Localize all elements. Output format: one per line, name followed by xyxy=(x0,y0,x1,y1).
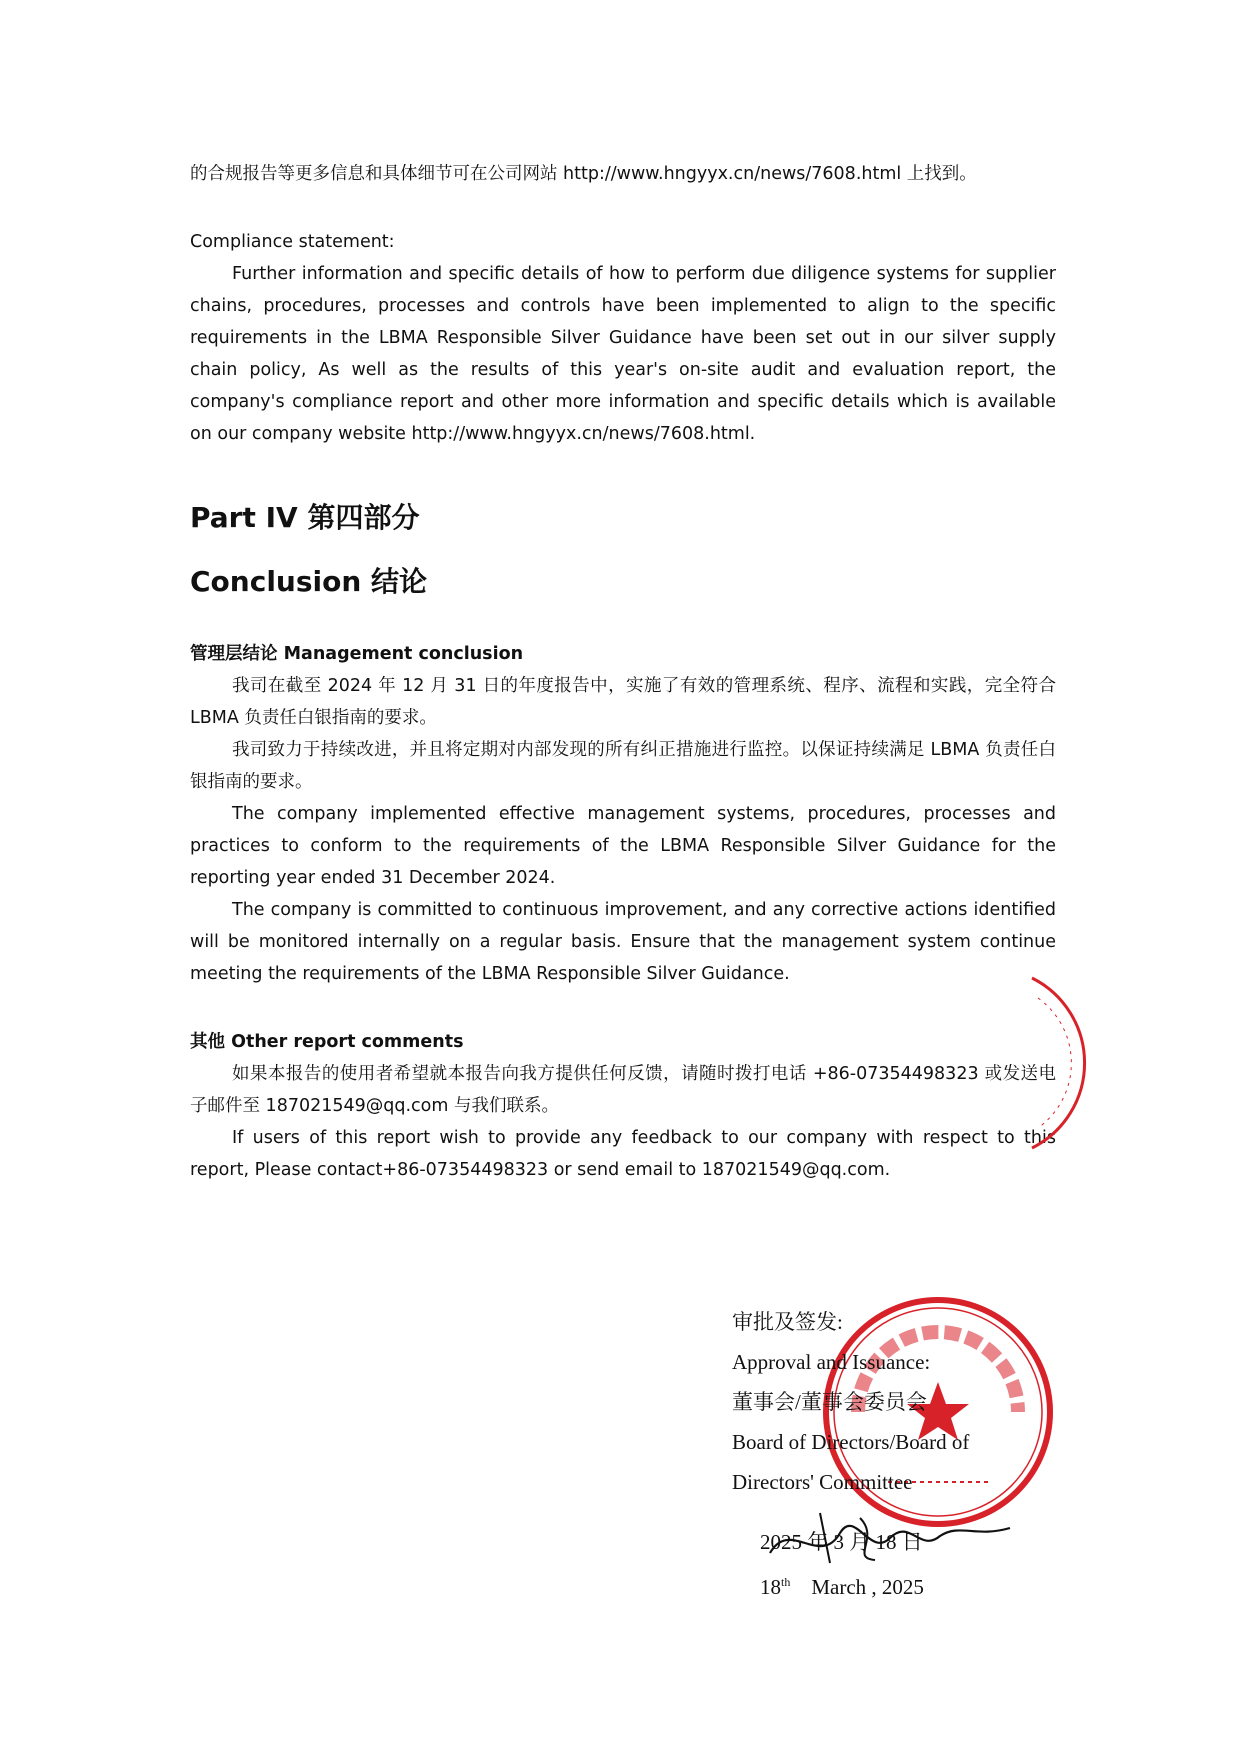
management-en-paragraph-2: The company is committed to continuous improvement, and any corrective actions identified will be monitored internally on a regular basis. Ensure that the management system continue meeting the requirements of the LBMA Responsible Silver Guidance. xyxy=(190,900,1056,984)
other-comments-zh: 如果本报告的使用者希望就本报告向我方提供任何反馈，请随时拨打电话 +86-07354498323 或发送电子邮件至 187021549@qq.com 与我们联系。 xyxy=(190,1064,1056,1116)
date-zh: 2025 年 3 月 18 日 xyxy=(760,1530,923,1554)
handwritten-signature xyxy=(760,1498,1020,1578)
board-en-line-1: Board of Directors/Board of xyxy=(732,1430,970,1454)
approval-zh: 审批及签发: xyxy=(732,1310,843,1334)
board-zh: 董事会/董事会委员会 xyxy=(732,1390,927,1414)
conclusion-title: Conclusion 结论 xyxy=(190,565,428,598)
compliance-paragraph: Further information and specific details of how to perform due diligence systems for supplier chains, procedures, processes and controls have been implemented to align to the specific requirements in the LBMA Responsible Silver Guidance have been set out in our silver supply chain policy, As well as the results of this year's on-site audit and evaluation report, the company's compliance report and other more information and specific details which is available on our company website http://www.hngyyx.cn/news/7608.html. xyxy=(190,264,1056,444)
document-body xyxy=(190,158,1056,1186)
board-en-line-2: Directors' Committee xyxy=(732,1470,913,1494)
date-en-day: 18 xyxy=(760,1575,781,1599)
compliance-heading: Compliance statement: xyxy=(190,232,395,252)
management-en-paragraph-1: The company implemented effective management systems, procedures, processes and practices to conform to the requirements of the LBMA Responsible Silver Guidance for the reporting year ended 31 December 2024. xyxy=(190,804,1056,888)
management-conclusion-heading: 管理层结论 Management conclusion xyxy=(190,644,524,664)
date-en-suffix: th xyxy=(781,1575,791,1589)
approval-en: Approval and Issuance: xyxy=(732,1350,931,1374)
other-comments-heading: 其他 Other report comments xyxy=(190,1032,464,1052)
management-zh-paragraph-1: 我司在截至 2024 年 12 月 31 日的年度报告中，实施了有效的管理系统、程序、流程和实践，完全符合 LBMA 负责任白银指南的要求。 xyxy=(190,676,1056,728)
management-zh-paragraph-2: 我司致力于持续改进，并且将定期对内部发现的所有纠正措施进行监控。以保证持续满足 LBMA 负责任白银指南的要求。 xyxy=(190,740,1056,792)
other-comments-en: If users of this report wish to provide any feedback to our company with respect to this report, Please contact+86-07354498323 or send email to 187021549@qq.com. xyxy=(190,1128,1056,1180)
part-title: Part IV 第四部分 xyxy=(190,501,420,534)
partial-seal-mark xyxy=(1030,968,1090,1158)
date-en-rest: March , 2025 xyxy=(811,1575,924,1599)
intro-paragraph: 的合规报告等更多信息和具体细节可在公司网站 http://www.hngyyx.cn/news/7608.html 上找到。 xyxy=(190,164,977,184)
